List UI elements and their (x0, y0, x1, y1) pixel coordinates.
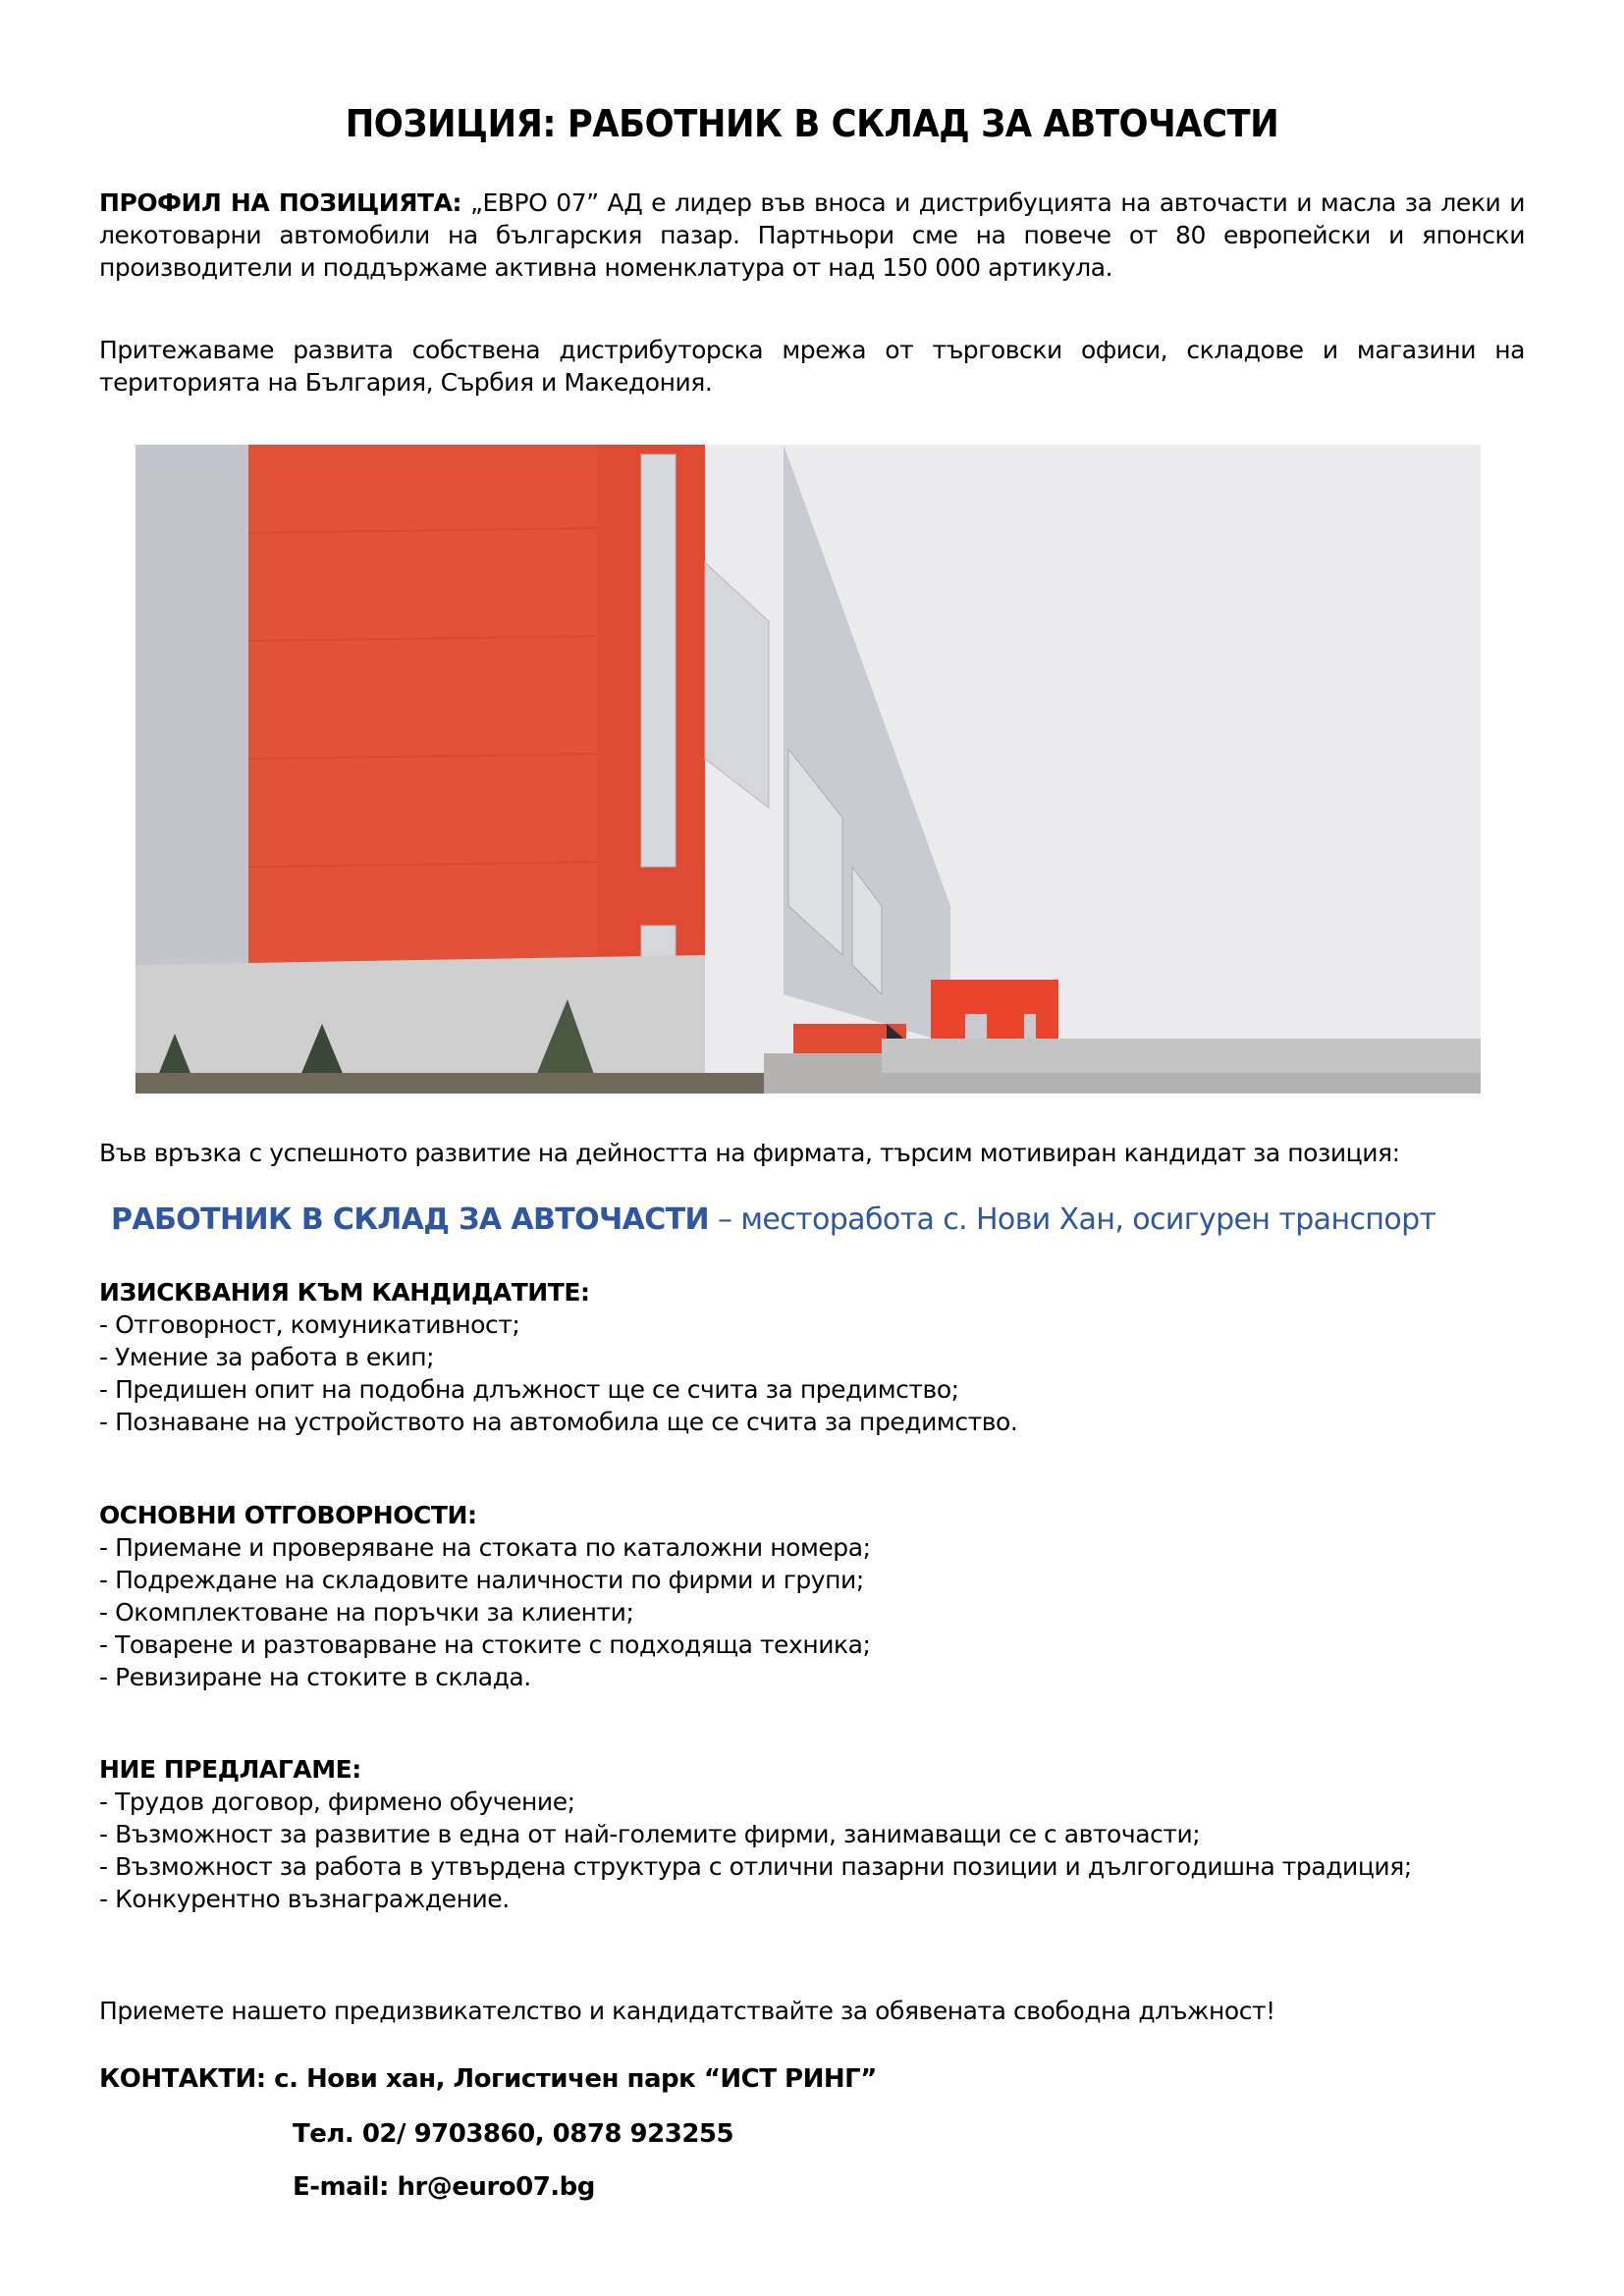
responsibilities-list (99, 1531, 1525, 1693)
profile-paragraph (99, 187, 1525, 284)
profile-label: ПРОФИЛ НА ПОЗИЦИЯТА: (99, 188, 462, 217)
page-title: ПОЗИЦИЯ: РАБОТНИК В СКЛАД ЗА АВТОЧАСТИ (345, 102, 1279, 145)
position-title: РАБОТНИК В СКЛАД ЗА АВТОЧАСТИ (111, 1202, 710, 1237)
list-item: - Отговорност, комуникативност; (99, 1310, 520, 1339)
list-item: - Възможност за работа в утвърдена структура с отлични пазарни позиции и дългогодишна традиция; (99, 1852, 1412, 1881)
contacts-email-link[interactable]: E-mail: hr@euro07.bg (293, 2172, 595, 2202)
list-item: - Предишен опит на подобна длъжност ще се счита за предимство; (99, 1375, 959, 1404)
list-item: - Ревизиране на стоките в склада. (99, 1663, 531, 1691)
list-item: - Приемане и проверяване на стоката по каталожни номера; (99, 1533, 871, 1562)
intro-paragraph: Във връзка с успешното развитие на дейността на фирмата, търсим мотивиран кандидат за позиция: (99, 1139, 1400, 1167)
responsibilities-section (99, 1499, 1525, 1693)
warehouse-photo-illustration (135, 445, 1481, 1094)
list-item: - Окомплектоване на поръчки за клиенти; (99, 1598, 634, 1627)
contacts-address: КОНТАКТИ: с. Нови хан, Логистичен парк “ИСТ РИНГ” (99, 2064, 877, 2094)
position-headline (111, 1201, 1435, 1240)
list-item: - Конкурентно възнаграждение. (99, 1885, 510, 1913)
warehouse-photo (135, 445, 1481, 1094)
list-item: - Товарене и разтоварване на стоките с подходяща техника; (99, 1630, 871, 1659)
list-item: - Умение за работа в екип; (99, 1343, 435, 1371)
position-details: – месторабота с. Нови Хан, осигурен транспорт (709, 1202, 1436, 1237)
list-item: - Познаване на устройството на автомобила ще се счита за предимство. (99, 1408, 1018, 1436)
profile-text: „ЕВРО 07” АД е лидер във вноса и дистрибуцията на авточасти и масла за леки и лекотоварни автомобили на българския пазар. Партньори сме на повече от 80 европейски и японски производители и поддържаме активна номенклатура от над 150 000 артикула. (99, 188, 1525, 282)
offer-section (99, 1753, 1525, 1915)
requirements-list (99, 1308, 1525, 1438)
list-item: - Възможност за развитие в една от най-големите фирми, занимаващи се с авточасти; (99, 1820, 1201, 1848)
offer-heading: НИЕ ПРЕДЛАГАМЕ: (99, 1755, 361, 1784)
list-item: - Трудов договор, фирмено обучение; (99, 1788, 575, 1816)
contacts-phone[interactable]: Тел. 02/ 9703860, 0878 923255 (293, 2119, 734, 2149)
offer-list (99, 1786, 1525, 1915)
responsibilities-heading: ОСНОВНИ ОТГОВОРНОСТИ: (99, 1501, 477, 1529)
requirements-heading: ИЗИСКВАНИЯ КЪМ КАНДИДАТИТЕ: (99, 1278, 590, 1307)
closing-paragraph: Приемете нашето предизвикателство и кандидатствайте за обявената свободна длъжност! (99, 1997, 1275, 2025)
network-paragraph: Притежаваме развита собствена дистрибуторска мрежа от търговски офиси, складове и магазини на територията на България, Сърбия и Македония. (99, 336, 1525, 397)
list-item: - Подреждане на складовите наличности по фирми и групи; (99, 1566, 864, 1594)
requirements-section (99, 1276, 1525, 1438)
